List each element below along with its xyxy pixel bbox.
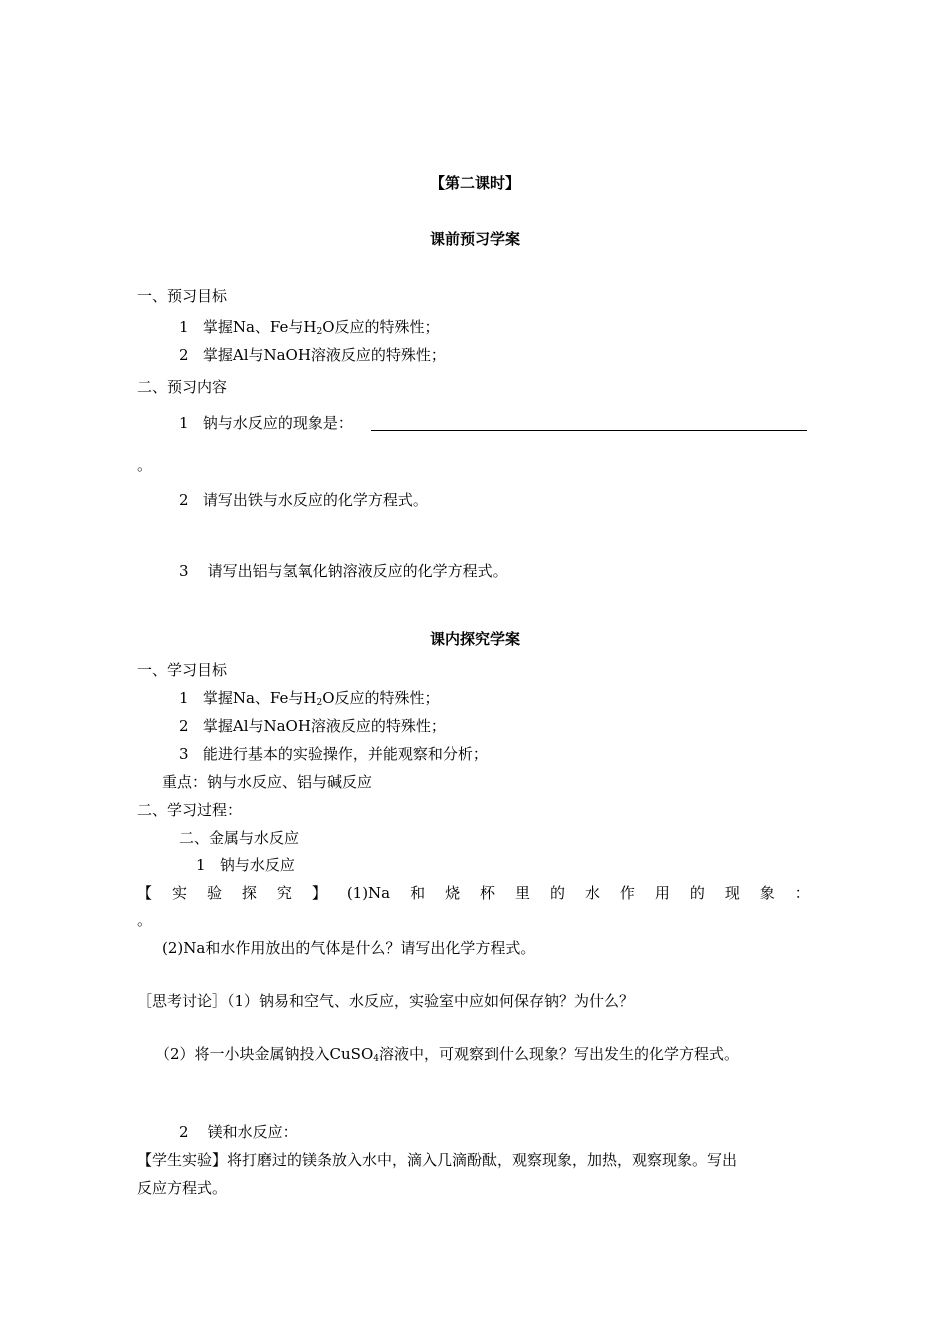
preview-goal-1-subscript: 2 bbox=[316, 327, 323, 337]
exp-char: ： bbox=[794, 884, 810, 902]
inclass-title: 课内探究学案 bbox=[429, 630, 520, 648]
inclass-goal-1-num: 1 bbox=[179, 689, 189, 707]
exp-char: 验 bbox=[206, 884, 222, 902]
answer-blank-line[interactable] bbox=[371, 430, 807, 431]
preview-item-3 bbox=[179, 562, 508, 580]
exp-char: 作 bbox=[619, 884, 635, 902]
student-experiment-line-1: 【学生实验】将打磨过的镁条放入水中，滴入几滴酚酞，观察现象，加热，观察现象。写出 bbox=[137, 1151, 738, 1169]
preview-content-heading: 二、预习内容 bbox=[137, 378, 228, 396]
preview-item-1-num: 1 bbox=[179, 414, 189, 432]
inclass-goals-heading: 一、学习目标 bbox=[137, 661, 228, 679]
inclass-goal-3 bbox=[179, 745, 488, 763]
exp-char: (1)Na bbox=[346, 884, 391, 902]
exp-char: 实 bbox=[171, 884, 187, 902]
preview-goal-1-text-a: 掌握Na、Fe与H bbox=[202, 318, 317, 336]
preview-goal-1-text-b: O反应的特殊性； bbox=[322, 318, 440, 336]
exp-char: 象 bbox=[759, 884, 775, 902]
preview-item-2 bbox=[179, 491, 428, 509]
inclass-goal-1-subscript: 2 bbox=[316, 698, 323, 708]
subsection-1-num: 1 bbox=[196, 856, 206, 874]
subsection-2-num: 2 bbox=[179, 1123, 189, 1141]
exp-char: 里 bbox=[515, 884, 531, 902]
preview-title: 课前预习学案 bbox=[429, 230, 520, 248]
student-experiment-line-2: 反应方程式。 bbox=[137, 1179, 228, 1197]
section-heading: 二、金属与水反应 bbox=[179, 829, 300, 847]
preview-item-1-end: 。 bbox=[137, 456, 153, 474]
exp-char: 杯 bbox=[480, 884, 496, 902]
lesson-title: 【第二课时】 bbox=[429, 174, 520, 192]
subsection-2-text: 镁和水反应： bbox=[207, 1123, 298, 1141]
inclass-goal-2 bbox=[179, 717, 446, 735]
exp-char: 现 bbox=[724, 884, 740, 902]
discussion-question-1: ［思考讨论］（1）钠易和空气、水反应，实验室中应如何保存钠？为什么？ bbox=[137, 992, 635, 1010]
preview-item-3-text: 请写出铝与氢氧化钠溶液反应的化学方程式。 bbox=[207, 562, 508, 580]
preview-item-2-text: 请写出铁与水反应的化学方程式。 bbox=[202, 491, 428, 509]
exp-char: 和 bbox=[410, 884, 426, 902]
preview-item-1 bbox=[179, 414, 353, 432]
preview-goal-1-num: 1 bbox=[179, 318, 189, 336]
exp-char: 用 bbox=[654, 884, 670, 902]
discussion-question-2-text-b: 溶液中，可观察到什么现象？写出发生的化学方程式。 bbox=[379, 1045, 740, 1063]
inclass-goal-1-text-b: O反应的特殊性； bbox=[322, 689, 440, 707]
preview-goal-2 bbox=[179, 346, 446, 364]
exp-char: 的 bbox=[549, 884, 565, 902]
inclass-goal-2-text: 掌握Al与NaOH溶液反应的特殊性； bbox=[202, 717, 446, 735]
inclass-focus: 重点：钠与水反应、铝与碱反应 bbox=[162, 773, 373, 791]
inclass-goal-1 bbox=[179, 689, 440, 707]
exp-char: 烧 bbox=[445, 884, 461, 902]
experiment-question-2: (2)Na和水作用放出的气体是什么？请写出化学方程式。 bbox=[162, 939, 536, 957]
exp-char: 】 bbox=[311, 884, 327, 902]
inclass-goal-3-num: 3 bbox=[179, 745, 189, 763]
experiment-question-1 bbox=[137, 884, 810, 902]
inclass-goal-2-num: 2 bbox=[179, 717, 189, 735]
preview-goal-2-text: 掌握Al与NaOH溶液反应的特殊性； bbox=[202, 346, 446, 364]
exp-char: 【 bbox=[137, 884, 153, 902]
discussion-question-2-text-a: （2）将一小块金属钠投入CuSO bbox=[155, 1045, 374, 1063]
experiment-question-1-end: 。 bbox=[137, 911, 153, 929]
exp-char: 的 bbox=[689, 884, 705, 902]
preview-item-2-num: 2 bbox=[179, 491, 189, 509]
inclass-goal-1-text-a: 掌握Na、Fe与H bbox=[202, 689, 317, 707]
subsection-1-text: 钠与水反应 bbox=[219, 856, 295, 874]
discussion-question-2 bbox=[155, 1045, 739, 1063]
exp-char: 探 bbox=[241, 884, 257, 902]
preview-item-1-text: 钠与水反应的现象是： bbox=[202, 414, 353, 432]
subsection-2 bbox=[179, 1123, 298, 1141]
preview-goals-heading: 一、预习目标 bbox=[137, 287, 228, 305]
preview-goal-2-num: 2 bbox=[179, 346, 189, 364]
preview-goal-1 bbox=[179, 318, 440, 336]
exp-char: 水 bbox=[584, 884, 600, 902]
exp-char: 究 bbox=[276, 884, 292, 902]
preview-item-3-num: 3 bbox=[179, 562, 189, 580]
discussion-question-2-subscript: 4 bbox=[373, 1054, 379, 1064]
inclass-goal-3-text: 能进行基本的实验操作，并能观察和分析； bbox=[202, 745, 488, 763]
process-heading: 二、学习过程： bbox=[137, 801, 243, 819]
subsection-1 bbox=[196, 856, 295, 874]
